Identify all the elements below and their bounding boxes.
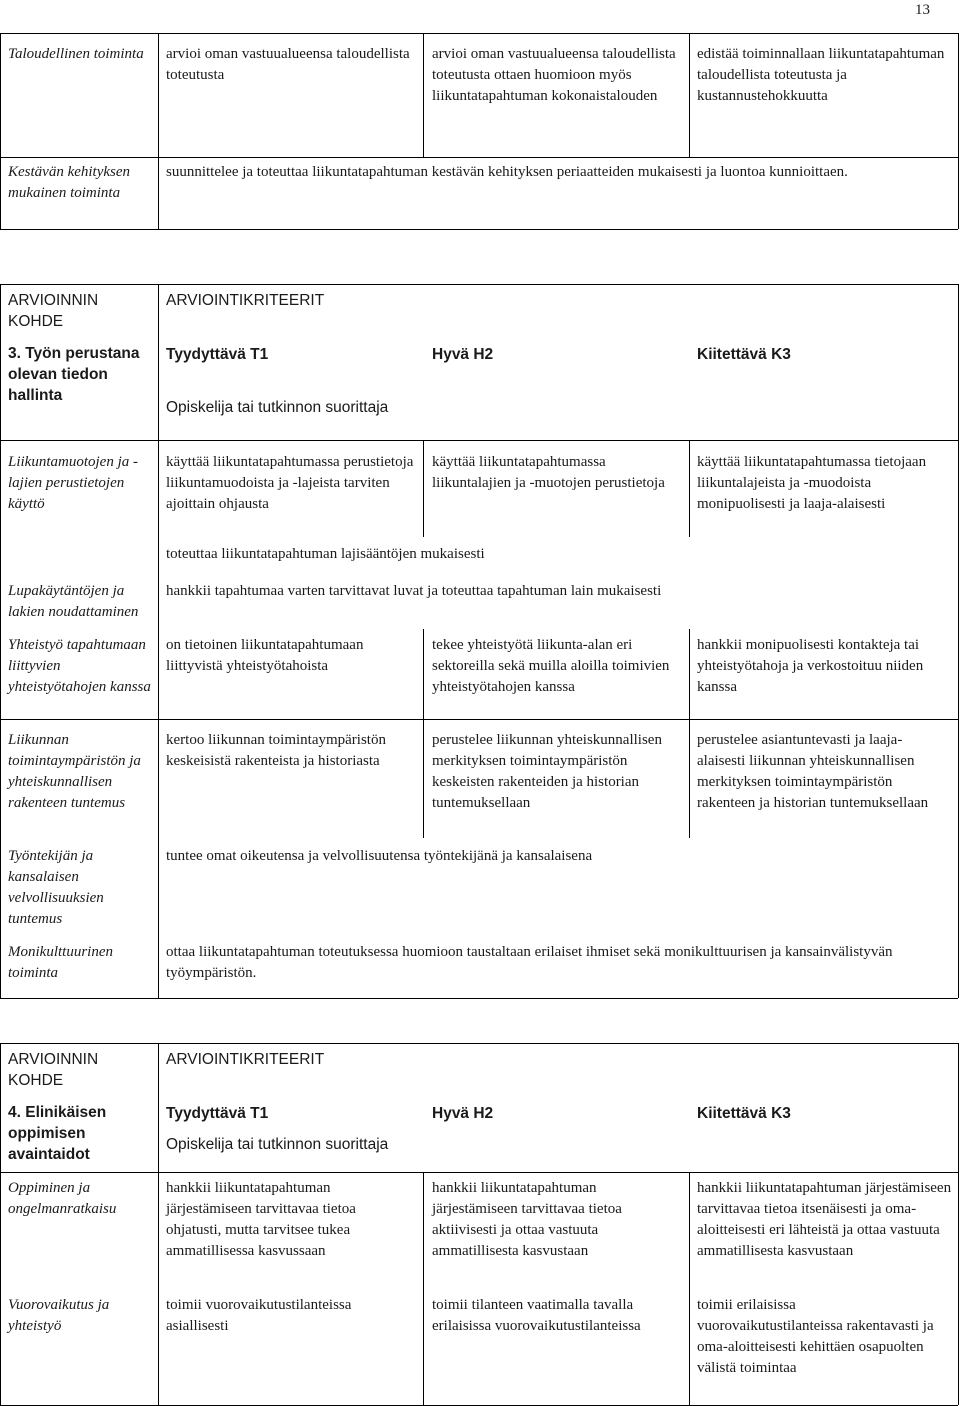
criteria-k3: käyttää liikuntatapahtumassa tietojaan liikuntalajeista ja -muodoista monipuolisesti ja laaja-alaisesti: [697, 454, 927, 512]
criteria-k3: toimii erilaisissa vuorovaikutustilanteissa rakentavasti ja oma-aloitteisesti kehittäen osapuolten välistä toimintaa: [697, 1297, 934, 1376]
section-topic: 3. Työn perustana olevan tiedon hallinta: [8, 345, 140, 404]
criteria-h2: perustelee liikunnan yhteiskunnallisen merkityksen toimintaympäristön keskeisten rakenteiden ja historian tuntemuksellaan: [432, 732, 662, 811]
target-label: Kestävän kehityksen mukainen toiminta: [8, 164, 131, 201]
target-label: Liikuntamuotojen ja -lajien perustietojen käyttö: [8, 454, 138, 512]
criteria-all: ottaa liikuntatapahtuman toteutuksessa huomioon taustaltaan erilaiset ihmiset sekä monikulttuurisen ja kansainvälistyvän työympäristön.: [166, 944, 893, 981]
rule: [689, 629, 690, 719]
level-k3: Kiitettävä K3: [697, 1105, 791, 1122]
rule: [423, 440, 424, 537]
rule: [0, 33, 958, 34]
rule: [0, 284, 958, 285]
rule: [0, 33, 1, 229]
level-t1: Tyydyttävä T1: [166, 1105, 269, 1122]
criteria-all: tuntee omat oikeutensa ja velvollisuutensa työntekijänä ja kansalaisena: [166, 848, 593, 864]
target-label: Yhteistyö tapahtumaan liittyvien yhteistyötahojen kanssa: [8, 637, 151, 695]
rule: [423, 629, 424, 719]
criteria-k3: edistää toiminnallaan liikuntatapahtuman taloudellista toteutusta ja kustannustehokkuutta: [697, 46, 945, 104]
subject-label: Opiskelija tai tutkinnon suorittaja: [166, 1136, 389, 1153]
rule: [0, 1172, 958, 1173]
page-number: 13: [915, 2, 930, 18]
rule: [958, 1043, 959, 1405]
criteria-all: suunnittelee ja toteuttaa liikuntatapahtuman kestävän kehityksen periaatteiden mukaisesti ja luontoa kunnioittaen.: [166, 164, 848, 180]
level-t1: Tyydyttävä T1: [166, 346, 269, 363]
target-label: Oppiminen ja ongelmanratkaisu: [8, 1180, 117, 1217]
rule: [689, 33, 690, 157]
criteria-k3: hankkii liikuntatapahtuman järjestämiseen tarvittavaa tietoa itsenäisesti ja oma-aloitteisesti eri lähteistä ja ottaa vastuuta ammatillisesta kasvustaan: [697, 1180, 952, 1259]
rule: [0, 157, 958, 158]
rule: [689, 719, 690, 838]
criteria-k3: hankkii monipuolisesti kontakteja tai yhteistyötahoja ja verkostoituu niiden kanssa: [697, 637, 924, 695]
criteria-h2: toimii tilanteen vaatimalla tavalla erilaisissa vuorovaikutustilanteissa: [432, 1297, 641, 1334]
rule: [689, 440, 690, 537]
section-topic: 4. Elinikäisen oppimisen avaintaidot: [8, 1104, 107, 1163]
rule: [158, 33, 159, 229]
criteria-h2: käyttää liikuntatapahtumassa liikuntalajien ja -muotojen perustietoja: [432, 454, 665, 491]
subject-label: Opiskelija tai tutkinnon suorittaja: [166, 399, 389, 416]
rule: [0, 998, 958, 999]
target-label: Vuorovaikutus ja yhteistyö: [8, 1297, 110, 1334]
target-label: Monikulttuurinen toiminta: [8, 944, 113, 981]
rule: [423, 719, 424, 838]
rule: [423, 1172, 424, 1405]
criteria-t1: toimii vuorovaikutustilanteissa asiallisesti: [166, 1297, 352, 1334]
rule: [0, 229, 958, 230]
criteria-all: toteuttaa liikuntatapahtuman lajisääntöjen mukaisesti: [166, 546, 485, 562]
criteria-header: ARVIOINTIKRITEERIT: [166, 292, 325, 309]
level-k3: Kiitettävä K3: [697, 346, 791, 363]
criteria-t1: käyttää liikuntatapahtumassa perustietoja liikuntamuodoista ja -lajeista tarviten ajoittain ohjausta: [166, 454, 414, 512]
criteria-all: hankkii tapahtumaa varten tarvittavat luvat ja toteuttaa tapahtuman lain mukaisesti: [166, 583, 662, 599]
rule: [689, 1172, 690, 1405]
target-label: Liikunnan toimintaympäristön ja yhteiskunnallisen rakenteen tuntemus: [8, 732, 141, 811]
level-h2: Hyvä H2: [432, 346, 494, 363]
rule: [958, 284, 959, 998]
rule: [423, 33, 424, 157]
rule: [158, 284, 159, 998]
criteria-h2: hankkii liikuntatapahtuman järjestämiseen tarvittavaa tietoa aktiivisesti ja ottaa vastuuta ammatillisesta kasvustaan: [432, 1180, 622, 1259]
target-label: Työntekijän ja kansalaisen velvollisuuksien tuntemus: [8, 848, 104, 927]
rule: [158, 1043, 159, 1405]
level-h2: Hyvä H2: [432, 1105, 494, 1122]
criteria-h2: tekee yhteistyötä liikunta-alan eri sektoreilla sekä muilla aloilla toimivien yhteistyötahojen kanssa: [432, 637, 670, 695]
rule: [0, 719, 958, 720]
rule: [0, 1043, 1, 1405]
rule: [0, 440, 958, 441]
assessment-target-header: ARVIOINNIN KOHDE: [8, 1051, 99, 1089]
criteria-t1: arvioi oman vastuualueensa taloudellista toteutusta: [166, 46, 410, 83]
target-label: Taloudellinen toiminta: [8, 46, 144, 62]
target-label: Lupakäytäntöjen ja lakien noudattaminen: [8, 583, 139, 620]
criteria-header: ARVIOINTIKRITEERIT: [166, 1051, 325, 1068]
criteria-t1: kertoo liikunnan toimintaympäristön keskeisistä rakenteista ja historiasta: [166, 732, 386, 769]
criteria-k3: perustelee asiantuntevasti ja laaja-alaisesti liikunnan yhteiskunnallisen merkityksen toimintaympäristön rakenteen ja historian tuntemuksellaan: [697, 732, 929, 811]
criteria-t1: hankkii liikuntatapahtuman järjestämiseen tarvittavaa tietoa ohjatusti, mutta tarvitsee tukea ammatillisessa kasvussaan: [166, 1180, 356, 1259]
rule: [958, 33, 959, 229]
rule: [0, 1043, 958, 1044]
criteria-t1: on tietoinen liikuntatapahtumaan liittyvistä yhteistyötahoista: [166, 637, 364, 674]
criteria-h2: arvioi oman vastuualueensa taloudellista toteutusta ottaen huomioon myös liikuntatapahtuman kokonaistalouden: [432, 46, 676, 104]
assessment-target-header: ARVIOINNIN KOHDE: [8, 292, 99, 330]
rule: [0, 284, 1, 998]
